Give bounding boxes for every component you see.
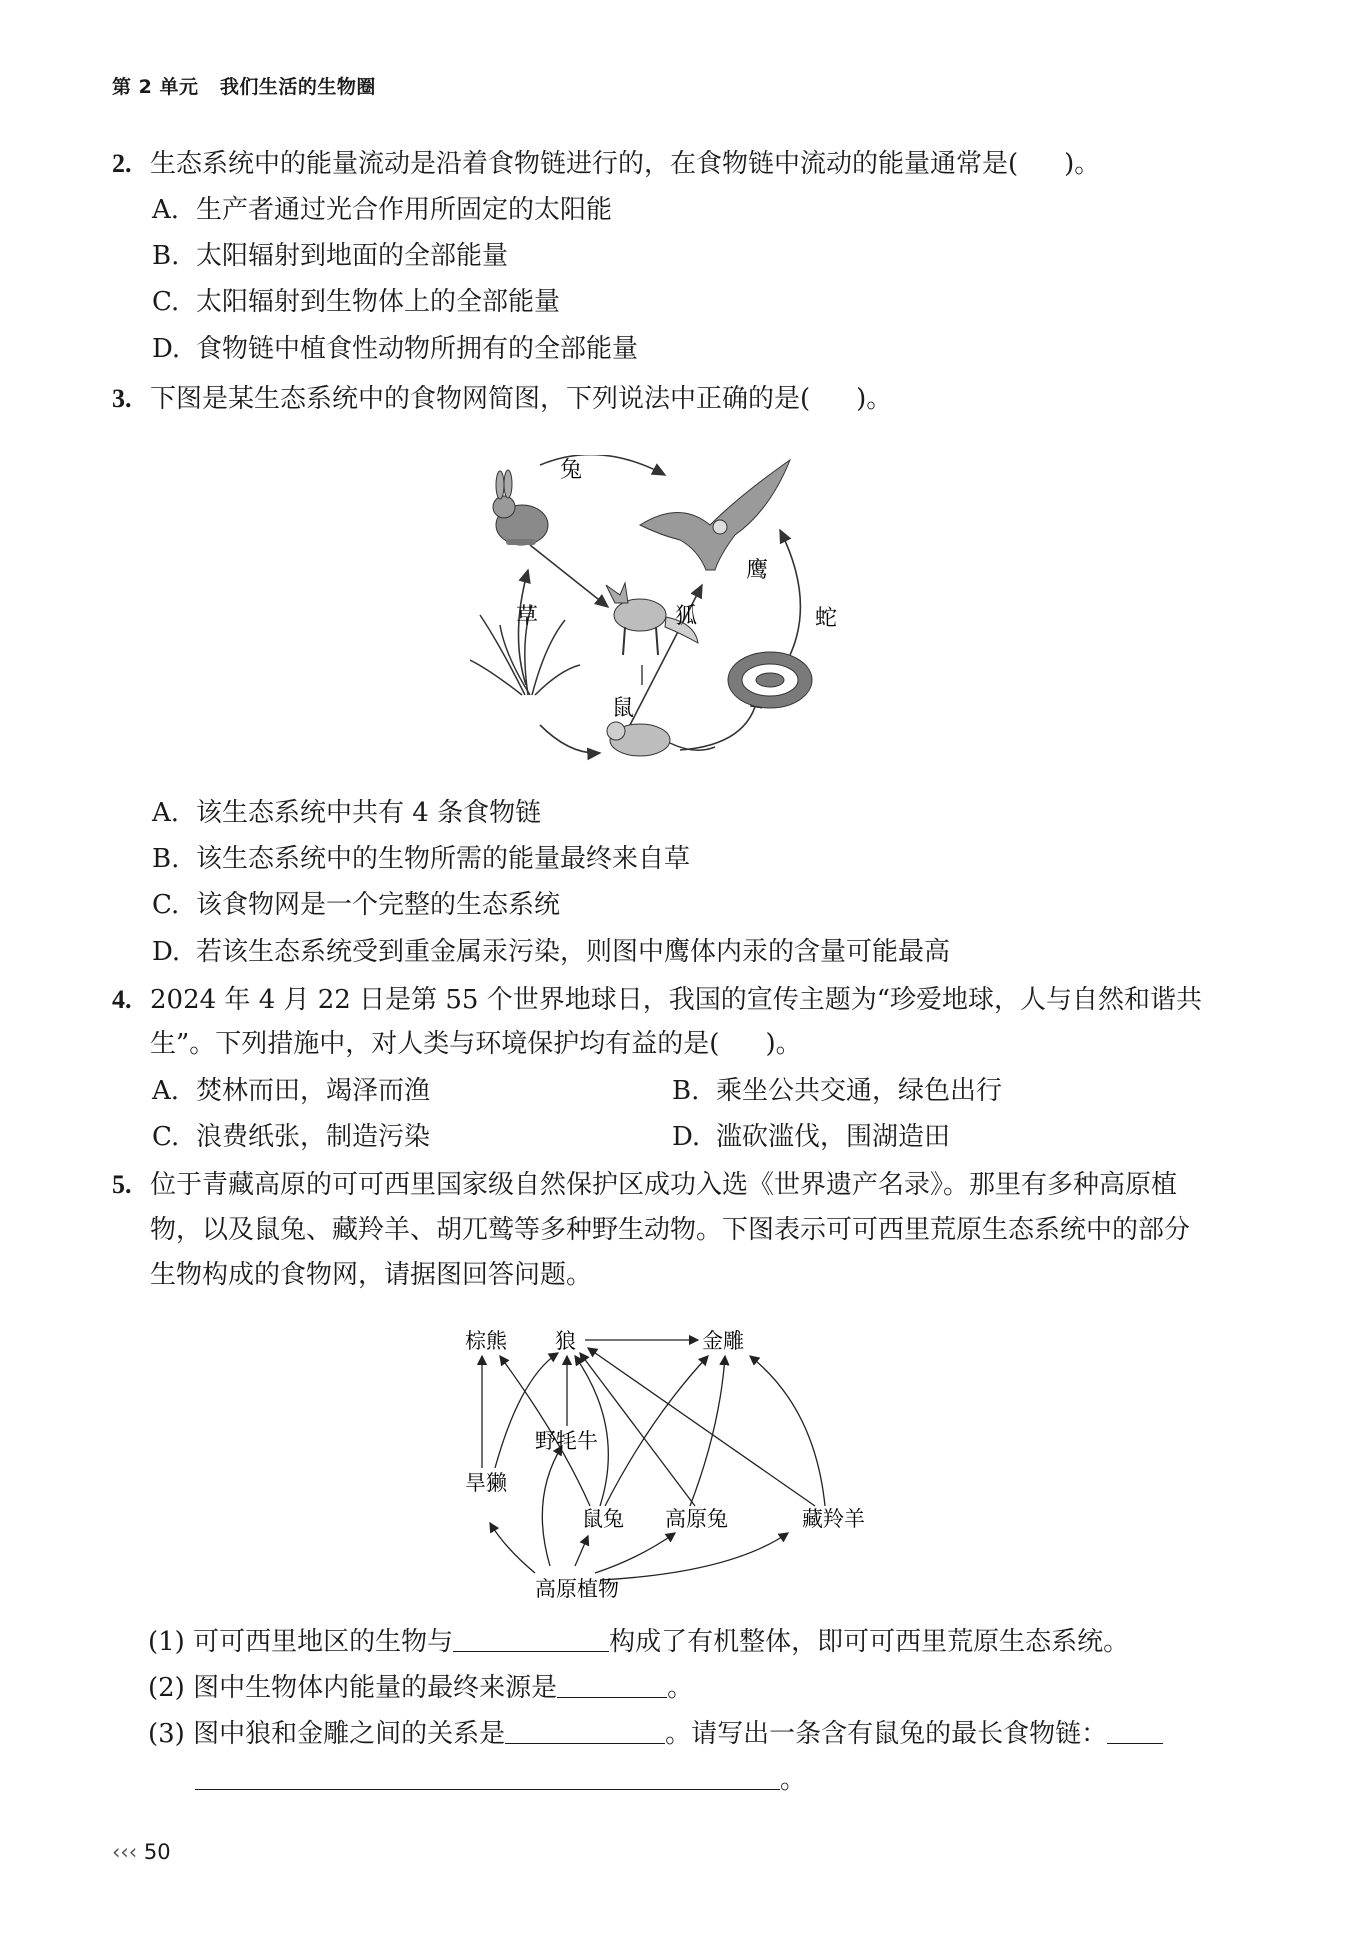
q3-number: 3.: [112, 384, 132, 413]
unit-label: 第 2 单元: [112, 76, 199, 98]
q5-sub3-blank-relation[interactable]: [505, 1719, 665, 1744]
q5-stem-line3: 生物构成的食物网，请据图回答问题。: [150, 1260, 593, 1290]
q4-stem-line1: 4. 2024 年 4 月 22 日是第 55 个世界地球日，我国的宣传主题为“珍爱地球，人与自然和谐共: [112, 985, 1203, 1015]
q5-sub1: (1) 可可西里地区的生物与 构成了有机整体，即可可西里荒原生态系统。: [148, 1627, 1130, 1657]
label-rabbit: 兔: [560, 458, 583, 483]
q2-option-d: D. 食物链中植食性动物所拥有的全部能量: [152, 334, 639, 364]
q3-option-d: D. 若该生态系统受到重金属汞污染，则图中鹰体内汞的含量可能最高: [152, 937, 951, 967]
q5-sub3: (3) 图中狼和金雕之间的关系是 。请写出一条含有鼠兔的最长食物链：: [148, 1718, 1163, 1750]
q2-option-b: B. 太阳辐射到地面的全部能量: [152, 241, 509, 271]
q3-stem: 3. 下图是某生态系统中的食物网简图，下列说法中正确的是( )。: [112, 384, 893, 414]
q5-stem-line1: 5. 位于青藏高原的可可西里国家级自然保护区成功入选《世界遗产名录》。那里有多种高原植: [112, 1170, 1178, 1200]
q2-option-a: A. 生产者通过光合作用所固定的太阳能: [152, 195, 613, 225]
page-number: 50: [143, 1840, 171, 1864]
label-yak: 野牦牛: [535, 1429, 598, 1453]
q4-option-a: A. 焚林而田，竭泽而渔: [152, 1076, 431, 1106]
q5-sub1-blank[interactable]: [453, 1627, 609, 1652]
q5-sub2-blank[interactable]: [557, 1673, 667, 1698]
q5-number: 5.: [112, 1170, 132, 1199]
q4-option-c: C. 浪费纸张，制造污染: [152, 1122, 431, 1152]
label-brown-bear: 棕熊: [465, 1329, 507, 1353]
label-pika: 鼠兔: [582, 1507, 624, 1531]
label-antelope: 藏羚羊: [802, 1507, 865, 1531]
label-eagle: 鹰: [746, 558, 769, 583]
page-footer: [112, 1840, 171, 1864]
label-hare: 高原兔: [665, 1507, 728, 1531]
q3-option-c: C. 该食物网是一个完整的生态系统: [152, 890, 561, 920]
q2-option-c: C. 太阳辐射到生物体上的全部能量: [152, 287, 561, 317]
label-wolf: 狼: [555, 1329, 576, 1353]
label-grass: 草: [516, 604, 539, 629]
label-marmot: 旱獭: [465, 1471, 507, 1495]
label-mouse: 鼠: [612, 696, 635, 721]
q4-option-b: B. 乘坐公共交通，绿色出行: [672, 1076, 1003, 1106]
eagle-illustration: [640, 460, 790, 570]
unit-title: 我们生活的生物圈: [219, 76, 376, 98]
q2-number: 2.: [112, 149, 132, 178]
label-snake: 蛇: [815, 606, 838, 631]
label-fox: 狐: [675, 604, 698, 629]
page-header: [112, 72, 376, 99]
q5-sub3-continued: 。: [195, 1764, 806, 1796]
page-marker-icon: ‹‹‹: [112, 1840, 138, 1864]
q5-stem-line2: 物，以及鼠兔、藏羚羊、胡兀鹫等多种野生动物。下图表示可可西里荒原生态系统中的部分: [150, 1215, 1191, 1245]
snake-illustration: [728, 652, 812, 708]
rabbit-illustration: [493, 470, 548, 545]
q5-sub2: (2) 图中生物体内能量的最终来源是 。: [148, 1673, 694, 1703]
q3-option-b: B. 该生态系统中的生物所需的能量最终来自草: [152, 844, 691, 874]
q3-option-a: A. 该生态系统中共有 4 条食物链: [152, 798, 542, 828]
q3-food-web-figure: [470, 455, 880, 775]
q2-stem: 2. 生态系统中的能量流动是沿着食物链进行的，在食物链中流动的能量通常是( )。: [112, 149, 1101, 179]
q4-number: 4.: [112, 985, 132, 1014]
q5-sub3-blank-chain[interactable]: [195, 1765, 780, 1790]
mouse-illustration: [607, 722, 715, 756]
label-golden-eagle: 金雕: [702, 1329, 744, 1353]
label-plants: 高原植物: [535, 1577, 619, 1601]
q4-option-d: D. 滥砍滥伐，围湖造田: [672, 1122, 951, 1152]
q5-food-web-diagram: [450, 1318, 900, 1608]
q5-sub3-blank-chain-start[interactable]: [1107, 1719, 1163, 1744]
q4-stem-line2: 生”。下列措施中，对人类与环境保护均有益的是( )。: [150, 1029, 802, 1059]
